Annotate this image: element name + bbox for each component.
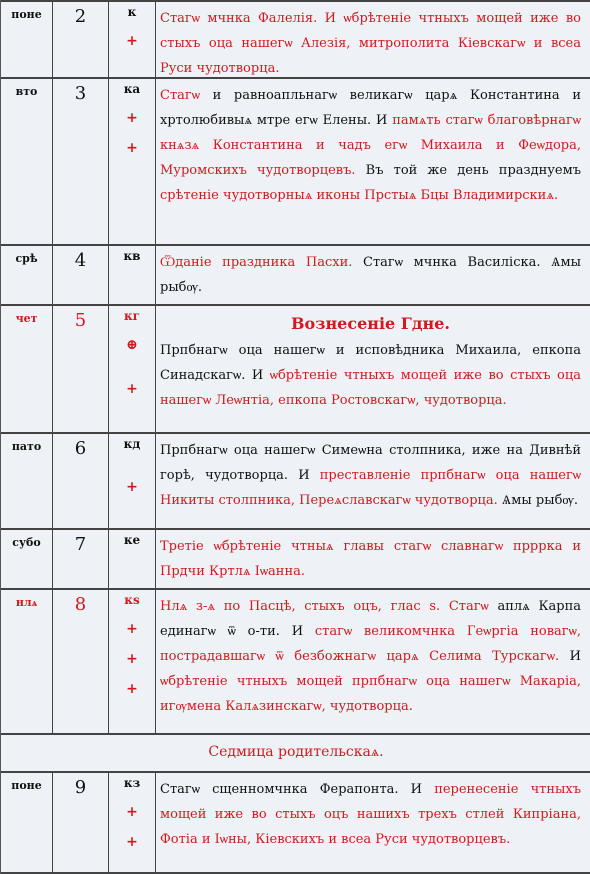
day-of-week: поне xyxy=(1,773,53,872)
day-of-week: пато xyxy=(1,434,53,528)
entry-segment: перенесеніе чтныхъ мощей иже во стыхъ оцъ нашихъ трехъ стлей Кипріана, Фотіа и Іѡны, Кіевскихъ и всеа Руси чудотворцевъ. xyxy=(160,782,581,847)
church-date xyxy=(109,246,156,304)
day-number: 6 xyxy=(53,434,109,528)
entry-segment: Прпбнагѡ оца нашегѡ и исповѣдника Михаила, епкопа Синадскагѡ. И xyxy=(160,343,581,383)
calendar-row xyxy=(1,528,590,588)
church-date xyxy=(109,590,156,733)
church-date xyxy=(109,773,156,872)
entry-segment: срѣтеніе чудотворныѧ иконы Прстыѧ Бцы Владимирскиѧ. xyxy=(160,188,559,203)
entry-text xyxy=(156,2,585,77)
calendar-row xyxy=(1,77,590,244)
entry-segment: и равноапльнагѡ великагѡ царѧ Константина и хртолюбивыѧ мтре егѡ Елены. И xyxy=(160,88,581,128)
entry-segment: Нлѧ з-ѧ по Пасцѣ, стыхъ оцъ, глас ѕ. Стагѡ xyxy=(160,599,498,614)
entry-segment: И xyxy=(569,649,581,664)
entry-text xyxy=(156,79,585,244)
church-date-letter: ке xyxy=(123,533,141,547)
feast-mark-icon: + xyxy=(126,621,138,637)
calendar-row xyxy=(1,588,590,733)
day-number: 7 xyxy=(53,530,109,588)
feast-mark-icon: + xyxy=(126,804,138,820)
entry-segment: памѧть стагѡ благовѣрнагѡ кнѧзѧ Константина и чадъ егѡ Михаила и Феѡдора, Муромскихъ чудотворцевъ. xyxy=(160,113,581,178)
day-of-week: субо xyxy=(1,530,53,588)
church-date-letter: кв xyxy=(123,249,141,263)
church-date xyxy=(109,306,156,432)
day-of-week: нлѧ xyxy=(1,590,53,733)
feast-mark-icon: + xyxy=(126,33,138,49)
day-of-week: поне xyxy=(1,2,53,77)
entry-segment: Стагѡ мчнка Фалелія. И xyxy=(160,11,344,26)
church-date-letter: кѕ xyxy=(124,593,140,607)
feast-mark-icon: + xyxy=(126,834,138,850)
feast-mark-icon: + xyxy=(126,681,138,697)
feast-mark-icon: + xyxy=(126,140,138,156)
day-number: 8 xyxy=(53,590,109,733)
church-date-letter: к xyxy=(127,5,137,19)
entry-text xyxy=(156,246,585,304)
entry-segment: преставленіе прпбнагѡ оца нашегѡ Никиты столпника, Переѧславскагѡ чудотворца. xyxy=(160,468,581,508)
entry-segment: Стагѡ мчнка Василіска. Ѧмы рыбѹ. xyxy=(160,255,581,295)
entry-segment: аплѧ Карпа единагѡ ѿ о-ти. И xyxy=(160,599,581,639)
church-date-letter: кз xyxy=(123,776,141,790)
day-of-week: срѣ xyxy=(1,246,53,304)
church-date-letter: ка xyxy=(123,82,141,96)
day-number: 2 xyxy=(53,2,109,77)
day-of-week: чет xyxy=(1,306,53,432)
great-feast-icon: ⊕ xyxy=(126,337,138,353)
church-date-letter: кг xyxy=(123,309,141,323)
entry-text xyxy=(156,530,585,588)
entry-segment: Стагѡ сщенномчнка Ферапонта. И xyxy=(160,782,435,797)
entry-segment: Ѿданіе праздника Пасхи. xyxy=(160,255,364,270)
day-number: 3 xyxy=(53,79,109,244)
entry-text xyxy=(156,590,585,733)
church-date xyxy=(109,79,156,244)
feast-mark-icon: + xyxy=(126,381,138,397)
calendar-row xyxy=(1,304,590,432)
calendar-row xyxy=(1,244,590,304)
day-number: 5 xyxy=(53,306,109,432)
day-of-week: вто xyxy=(1,79,53,244)
feast-mark-icon: + xyxy=(126,479,138,495)
church-date xyxy=(109,2,156,77)
entry-segment: стагѡ великомчнка Геѡргіа новагѡ, пострадавшагѡ ѿ безбожнагѡ царѧ Селима Турскагѡ. xyxy=(160,624,581,664)
church-date-letter: кд xyxy=(123,437,141,451)
entry-segment: Третіе ѡбрѣтеніе чтныѧ главы стагѡ славнагѡ прррка и Прдчи Кртлѧ Іѡанна. xyxy=(160,539,581,579)
entry-segment: Въ той же день празднуемъ xyxy=(365,163,582,178)
entry-segment: ѡбрѣтеніе чтныхъ мощей прпбнагѡ оца нашегѡ Макаріа, игѹмена Калѧзинскагѡ, чудотворца. xyxy=(160,674,581,714)
entry-text xyxy=(156,306,585,432)
entry-segment: Прпбнагѡ оца нашегѡ Симеѡна столпника, иже на Дивнѣй горѣ, чудотворца. И xyxy=(160,443,581,483)
day-number: 4 xyxy=(53,246,109,304)
entry-text xyxy=(156,773,585,872)
calendar-row xyxy=(1,0,590,77)
feast-mark-icon: + xyxy=(126,651,138,667)
entry-segment: ѡбрѣтеніе чтныхъ мощей иже во стыхъ оца нашегѡ Алезія, митрополита Кіевскагѡ и всеа Руси чудотворца. xyxy=(160,11,581,76)
church-date xyxy=(109,434,156,528)
day-number: 9 xyxy=(53,773,109,872)
calendar-row xyxy=(1,771,590,872)
feast-title: Вознесеніе Гдне. xyxy=(291,314,450,333)
entry-segment: Ѧмы рыбѹ. xyxy=(501,493,578,508)
entry-segment: Стагѡ xyxy=(160,88,200,103)
calendar-row xyxy=(1,432,590,528)
feast-mark-icon: + xyxy=(126,110,138,126)
entry-segment: ѡбрѣтеніе чтныхъ мощей иже во стыхъ оца нашегѡ Леѡнтіа, епкопа Ростовскагѡ, чудотворца. xyxy=(160,368,581,408)
week-heading: Седмица родительскаѧ. xyxy=(1,733,590,771)
entry-text xyxy=(156,434,585,528)
church-date xyxy=(109,530,156,588)
